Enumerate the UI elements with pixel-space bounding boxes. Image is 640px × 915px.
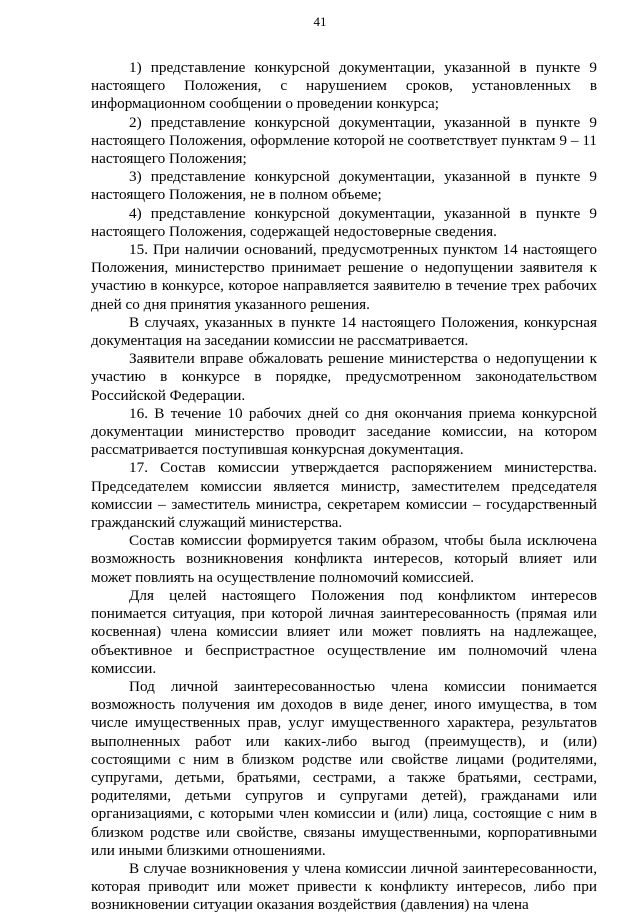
paragraph-clause-15: 15. При наличии оснований, предусмотренных пунктом 14 настоящего Положения, министерство принимает решение о недопущении заявителя к участию в конкурсе, которое направляется заявителю в течение трех рабочих дней со дня принятия указанного решения.: [91, 241, 597, 313]
paragraph-item-2: 2) представление конкурсной документации, указанной в пункте 9 настоящего Положения, оформление которой не соответствует пунктам 9 – 11 настоящего Положения;: [91, 113, 597, 168]
paragraph-personal-interest: Под личной заинтересованностью члена комиссии понимается возможность получения им доходов в виде денег, иного имущества, в том числе имущественных прав, услуг имущественного характера, результатов выполненных работ или каких-либо выгод (преимуществ), и (или) состоящими с ним в близком родстве или свойстве лицами (родителями, супругами, детьми, братьями, сестрами, а также братьями, сестрами, родителями, детьми супругов и супругами детей), гражданами или организациями, с которыми член комиссии и (или) лица, состоящие с ним в близком родстве или свойстве, связаны имущественными, корпоративными или иными близкими отношениями.: [91, 677, 597, 859]
document-body: [91, 59, 597, 915]
paragraph-item-4: 4) представление конкурсной документации, указанной в пункте 9 настоящего Положения, содержащей недостоверные сведения.: [91, 204, 597, 240]
paragraph-item-1: 1) представление конкурсной документации, указанной в пункте 9 настоящего Положения, с нарушением сроков, установленных в информационном сообщении о проведении конкурса;: [91, 59, 597, 113]
paragraph-clause-17: 17. Состав комиссии утверждается распоряжением министерства. Председателем комиссии является министр, заместителем председателя комиссии – заместитель министра, секретарем комиссии – государственный гражданский служащий министерства.: [91, 459, 597, 532]
paragraph-item-3: 3) представление конкурсной документации, указанной в пункте 9 настоящего Положения, не в полном объеме;: [91, 168, 597, 204]
paragraph-appeal-right: Заявители вправе обжаловать решение министерства о недопущении к участию в конкурсе в порядке, предусмотренном законодательством Российской Федерации.: [91, 350, 597, 404]
page-number: 41: [313, 14, 327, 29]
paragraph-clause-16: 16. В течение 10 рабочих дней со дня окончания приема конкурсной документации министерство проводит заседание комиссии, на котором рассматривается поступившая конкурсная документация.: [91, 404, 597, 459]
paragraph-conflict-case: В случае возникновения у члена комиссии личной заинтересованности, которая приводит или может привести к конфликту интересов, либо при возникновении ситуации оказания воздействия (давления) на члена: [91, 859, 597, 914]
paragraph-conflict-definition: Для целей настоящего Положения под конфликтом интересов понимается ситуация, при которой личная заинтересованность (прямая или косвенная) члена комиссии влияет или может повлиять на надлежащее, объективное и беспристрастное осуществление им полномочий члена комиссии.: [91, 586, 597, 677]
paragraph-cases-note: В случаях, указанных в пункте 14 настоящего Положения, конкурсная документация на заседании комиссии не рассматривается.: [91, 313, 597, 350]
paragraph-commission-composition: Состав комиссии формируется таким образом, чтобы была исключена возможность возникновения конфликта интересов, который влияет или может повлиять на осуществление полномочий комиссией.: [91, 532, 597, 586]
